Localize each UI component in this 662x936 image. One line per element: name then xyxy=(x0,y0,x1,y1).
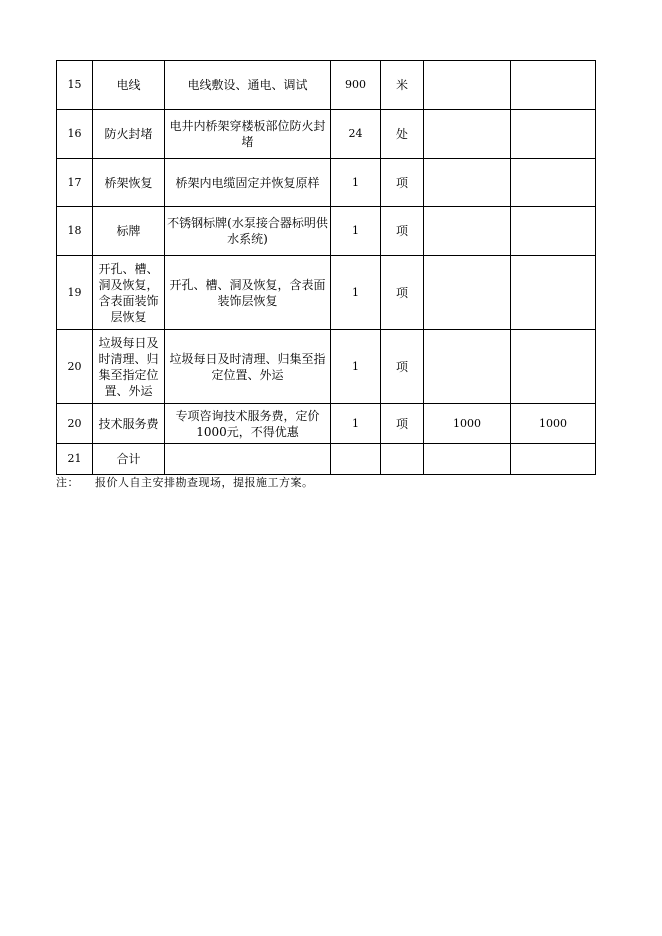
cell-qty: 24 xyxy=(331,110,381,159)
table-row xyxy=(57,444,596,475)
cell-total xyxy=(511,61,596,110)
cell-name: 垃圾每日及时清理、归集至指定位置、外运 xyxy=(93,330,165,404)
quote-table xyxy=(56,60,596,475)
cell-total xyxy=(511,110,596,159)
cell-no: 21 xyxy=(57,444,93,475)
footnote-label: 注： xyxy=(56,476,79,489)
footnote-text: 报价人自主安排勘查现场，提报施工方案。 xyxy=(95,476,314,489)
cell-desc: 开孔、槽、洞及恢复，含表面装饰层恢复 xyxy=(165,256,331,330)
cell-price xyxy=(424,330,511,404)
cell-no: 17 xyxy=(57,159,93,207)
table-row xyxy=(57,61,596,110)
table-row xyxy=(57,159,596,207)
cell-total: 1000 xyxy=(511,404,596,444)
cell-qty: 1 xyxy=(331,256,381,330)
cell-no: 16 xyxy=(57,110,93,159)
cell-total xyxy=(511,159,596,207)
cell-price xyxy=(424,256,511,330)
cell-unit: 项 xyxy=(381,207,424,256)
cell-qty: 1 xyxy=(331,330,381,404)
cell-name: 合计 xyxy=(93,444,165,475)
cell-desc: 电线敷设、通电、调试 xyxy=(165,61,331,110)
footnote xyxy=(56,476,314,489)
cell-price xyxy=(424,110,511,159)
cell-price xyxy=(424,159,511,207)
cell-total xyxy=(511,444,596,475)
cell-desc: 桥架内电缆固定并恢复原样 xyxy=(165,159,331,207)
cell-no: 20 xyxy=(57,404,93,444)
cell-name: 防火封堵 xyxy=(93,110,165,159)
table-row xyxy=(57,256,596,330)
cell-price xyxy=(424,444,511,475)
cell-no: 19 xyxy=(57,256,93,330)
cell-qty: 900 xyxy=(331,61,381,110)
cell-name: 标牌 xyxy=(93,207,165,256)
cell-unit: 项 xyxy=(381,159,424,207)
cell-total xyxy=(511,330,596,404)
cell-price: 1000 xyxy=(424,404,511,444)
cell-total xyxy=(511,207,596,256)
cell-name: 开孔、槽、洞及恢复，含表面装饰层恢复 xyxy=(93,256,165,330)
cell-unit: 米 xyxy=(381,61,424,110)
cell-desc xyxy=(165,444,331,475)
cell-name: 电线 xyxy=(93,61,165,110)
cell-no: 18 xyxy=(57,207,93,256)
cell-total xyxy=(511,256,596,330)
cell-name: 桥架恢复 xyxy=(93,159,165,207)
table-row xyxy=(57,110,596,159)
cell-desc: 电井内桥架穿楼板部位防火封堵 xyxy=(165,110,331,159)
cell-qty: 1 xyxy=(331,207,381,256)
cell-unit: 项 xyxy=(381,404,424,444)
cell-unit: 项 xyxy=(381,256,424,330)
cell-desc: 垃圾每日及时清理、归集至指定位置、外运 xyxy=(165,330,331,404)
cell-qty xyxy=(331,444,381,475)
cell-price xyxy=(424,207,511,256)
cell-name: 技术服务费 xyxy=(93,404,165,444)
cell-price xyxy=(424,61,511,110)
table-row xyxy=(57,207,596,256)
cell-no: 15 xyxy=(57,61,93,110)
table-row xyxy=(57,404,596,444)
cell-unit: 处 xyxy=(381,110,424,159)
cell-desc: 不锈钢标牌(水泵接合器标明供水系统) xyxy=(165,207,331,256)
cell-unit: 项 xyxy=(381,330,424,404)
cell-qty: 1 xyxy=(331,404,381,444)
table-row xyxy=(57,330,596,404)
cell-desc: 专项咨询技术服务费，定价1000元，不得优惠 xyxy=(165,404,331,444)
cell-qty: 1 xyxy=(331,159,381,207)
cell-unit xyxy=(381,444,424,475)
cell-no: 20 xyxy=(57,330,93,404)
